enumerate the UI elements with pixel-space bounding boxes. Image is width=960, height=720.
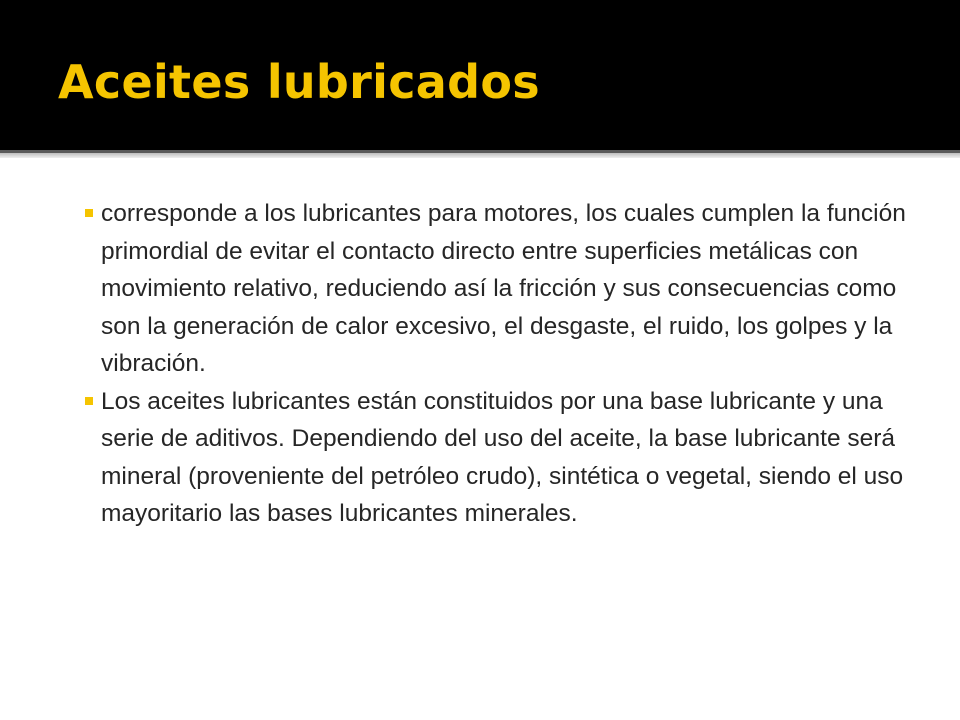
title-bar (0, 0, 960, 150)
square-bullet-icon (85, 209, 93, 217)
bullet-list (88, 195, 908, 533)
square-bullet-icon (85, 397, 93, 405)
slide-title: Aceites lubricados (58, 55, 540, 109)
bullet-text: corresponde a los lubricantes para motores, los cuales cumplen la función primordial de evitar el contacto directo entre superficies metálicas con movimiento relativo, reduciendo así la fricción y sus consecuencias como son la generación de calor excesivo, el desgaste, el ruido, los golpes y la vibración. (101, 200, 906, 377)
bullet-text: Los aceites lubricantes están constituidos por una base lubricante y una serie de aditivos. Dependiendo del uso del aceite, la base lubricante será mineral (proveniente del petróleo crudo), sintética o vegetal, siendo el uso mayoritario las bases lubricantes minerales. (101, 387, 904, 527)
bullet-item (88, 383, 908, 533)
title-divider-light (0, 153, 960, 158)
bullet-item (88, 195, 908, 383)
